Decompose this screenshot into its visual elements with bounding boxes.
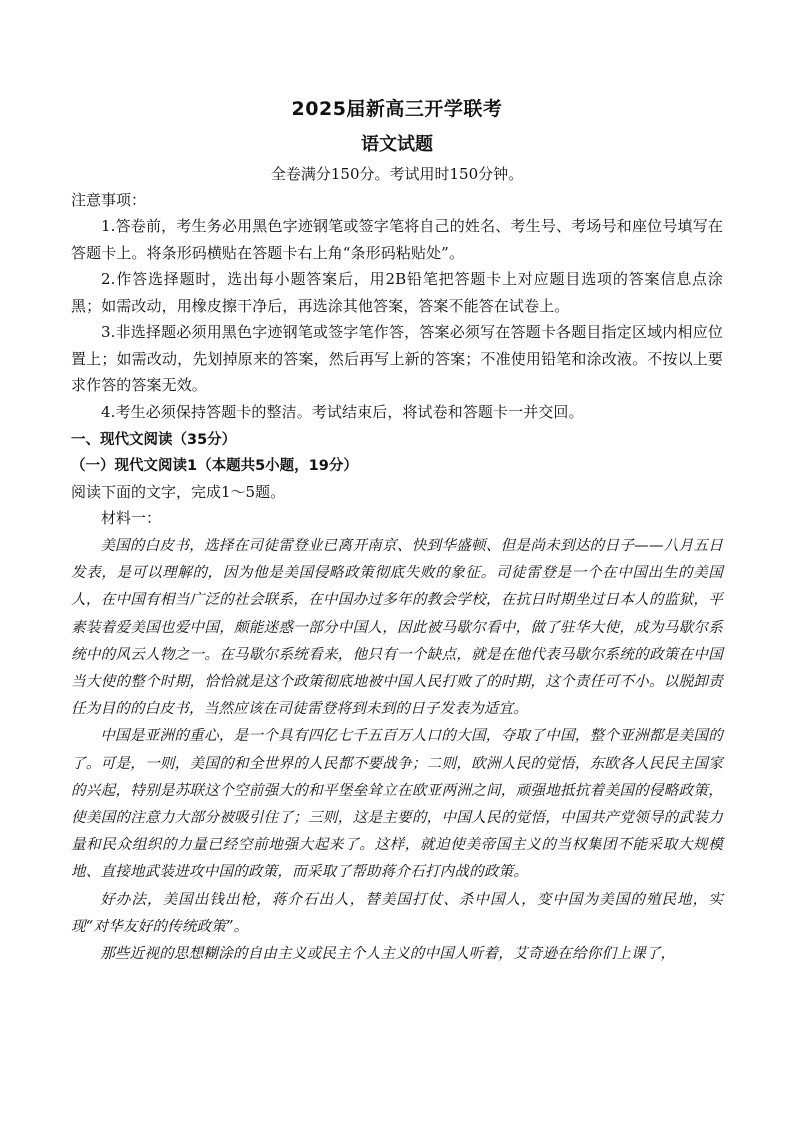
subject-title: 语文试题 [361, 134, 433, 155]
material-paragraph: 中国是亚洲的重心，是一个具有四亿七千五百万人口的大国，夺取了中国，整个亚洲都是美国的了。可是，一则，美国的和全世界的人民都不要战争；二则，欧洲人民的觉悟，东欧各人民民主国家的兴起，特别是苏联这个空前强大的和平堡垒耸立在欧亚两洲之间，顽强地抵抗着美国的侵略政策，使美国的注意力大部分被吸引住了；三则，这是主要的，中国人民的觉悟，中国共产党领导的武装力量和民众组织的力量已经空前地强大起来了。这样，就迫使美帝国主义的当权集团不能采取大规模地、直接地武装进攻中国的政策，而采取了帮助蒋介石打内战的政策。 [71, 727, 723, 881]
exam-title: 2025届新高三开学联考 [291, 98, 503, 120]
notice-heading: 注意事项： [71, 191, 147, 209]
material-label: 材料一： [101, 509, 162, 527]
notice-item: 4.考生必须保持答题卡的整洁。考试结束后，将试卷和答题卡一并交回。 [101, 402, 584, 421]
notice-item: 3.非选择题必须用黑色字迹钢笔或签字笔作答，答案必须写在答题卡各题目指定区域内相应位置上；如需改动，先划掉原来的答案，然后再写上新的答案；不准使用铅笔和涂改液。不按以上要求作答的答案无效。 [71, 323, 723, 394]
subsection-heading: （一）现代文阅读1（本题共5小题，19分） [71, 458, 358, 474]
section-heading: 一、现代文阅读（35分） [71, 432, 237, 448]
exam-page [71, 96, 723, 967]
notice-item: 2.作答选择题时，选出每小题答案后，用2B铅笔把答题卡上对应题目选项的答案信息点涂黑；如需改动，用橡皮擦干净后，再选涂其他答案，答案不能答在试卷上。 [71, 270, 723, 315]
material-paragraph: 好办法，美国出钱出枪，蒋介石出人，替美国打仗、杀中国人，变中国为美国的殖民地，实现“对华友好的传统政策”。 [71, 890, 723, 935]
material-paragraph: 美国的白皮书，选择在司徒雷登业已离开南京、快到华盛顿、但是尚未到达的日子——八月五日发表，是可以理解的，因为他是美国侵略政策彻底失败的象征。司徒雷登是一个在中国出生的美国人，在中国有相当广泛的社会联系，在中国办过多年的教会学校，在抗日时期坐过日本人的监狱，平素装着爱美国也爱中国，颇能迷惑一部分中国人，因此被马歇尔看中，做了驻华大使，成为马歇尔系统中的风云人物之一。在马歇尔系统看来，他只有一个缺点，就是在他代表马歇尔系统的政策在中国当大使的整个时期，恰恰就是这个政策彻底地被中国人民打败了的时期，这个责任可不小。以脱卸责任为目的的白皮书，当然应该在司徒雷登将到未到的日子发表为适宜。 [71, 537, 723, 718]
exam-meta: 全卷满分150分。考试用时150分钟。 [270, 165, 524, 183]
material-paragraph: 那些近视的思想糊涂的自由主义或民主个人主义的中国人听着，艾奇逊在给你们上课了， [100, 945, 676, 963]
reading-instruction: 阅读下面的文字，完成1～5题。 [71, 483, 286, 501]
notice-item: 1.答卷前，考生务必用黑色字迹钢笔或签字笔将自己的姓名、考生号、考场号和座位号填写在答题卡上。将条形码横贴在答题卡右上角“条形码粘贴处”。 [71, 217, 723, 262]
